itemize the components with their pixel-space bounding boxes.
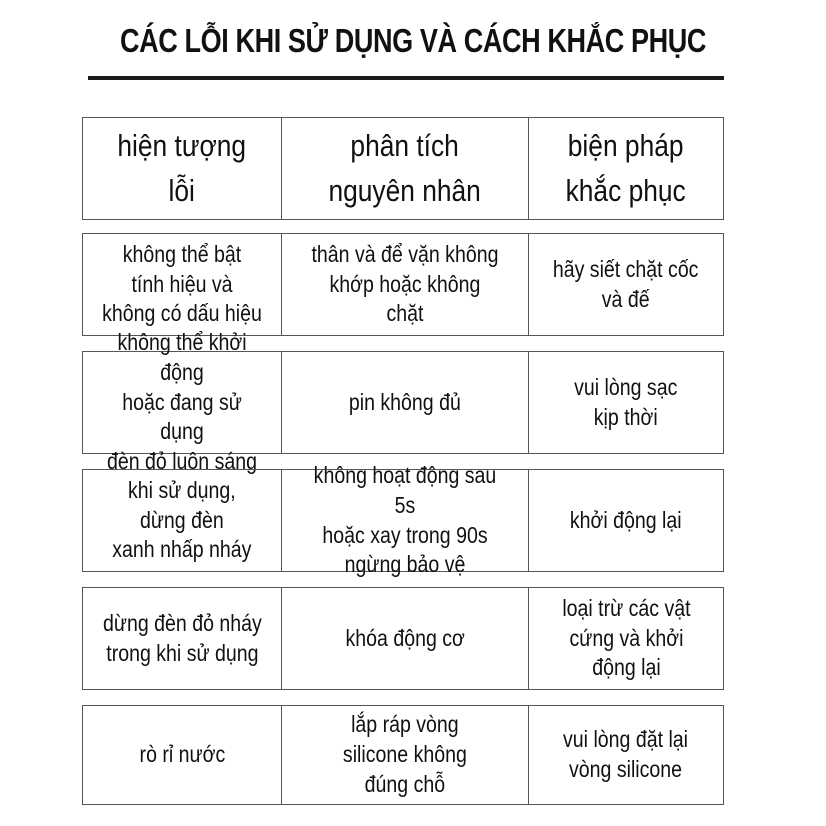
title-underline: [88, 76, 724, 80]
table-row: [82, 461, 724, 578]
phenomenon-cell: không thể khởi động hoặc đang sử dụng đèn đỏ luôn sáng: [82, 351, 282, 454]
solution-cell: khởi động lại: [529, 469, 724, 572]
header-phenomenon: hiện tượng lỗi: [82, 117, 282, 220]
cause-cell: pin không đủ: [282, 351, 529, 454]
phenomenon-cell: không thể bật tính hiệu và không có dấu hiệu: [82, 233, 282, 336]
cause-cell: lắp ráp vòng silicone không đúng chỗ: [282, 705, 529, 805]
cause-cell: khóa động cơ: [282, 587, 529, 690]
solution-cell: hãy siết chặt cốc và đế: [529, 233, 724, 336]
table-row: [82, 705, 724, 805]
table-header-row: [82, 117, 724, 220]
cause-cell: thân và để vặn không khớp hoặc không chặt: [282, 233, 529, 336]
phenomenon-cell: khi sử dụng, dừng đèn xanh nhấp nháy: [82, 469, 282, 572]
header-cause: phân tích nguyên nhân: [282, 117, 529, 220]
solution-cell: vui lòng đặt lại vòng silicone: [529, 705, 724, 805]
phenomenon-cell: rò rỉ nước: [82, 705, 282, 805]
cause-cell: không hoạt động sau 5s hoặc xay trong 90s ngừng bảo vệ: [282, 469, 529, 572]
header-solution: biện pháp khắc phục: [529, 117, 724, 220]
solution-cell: vui lòng sạc kịp thời: [529, 351, 724, 454]
table-row: [82, 328, 724, 475]
table-row: [82, 233, 724, 336]
table-row: [82, 587, 724, 690]
page-title: CÁC LỖI KHI SỬ DỤNG VÀ CÁCH KHẮC PHỤC: [119, 22, 707, 59]
phenomenon-cell: dừng đèn đỏ nháy trong khi sử dụng: [82, 587, 282, 690]
solution-cell: loại trừ các vật cứng và khởi động lại: [529, 587, 724, 690]
